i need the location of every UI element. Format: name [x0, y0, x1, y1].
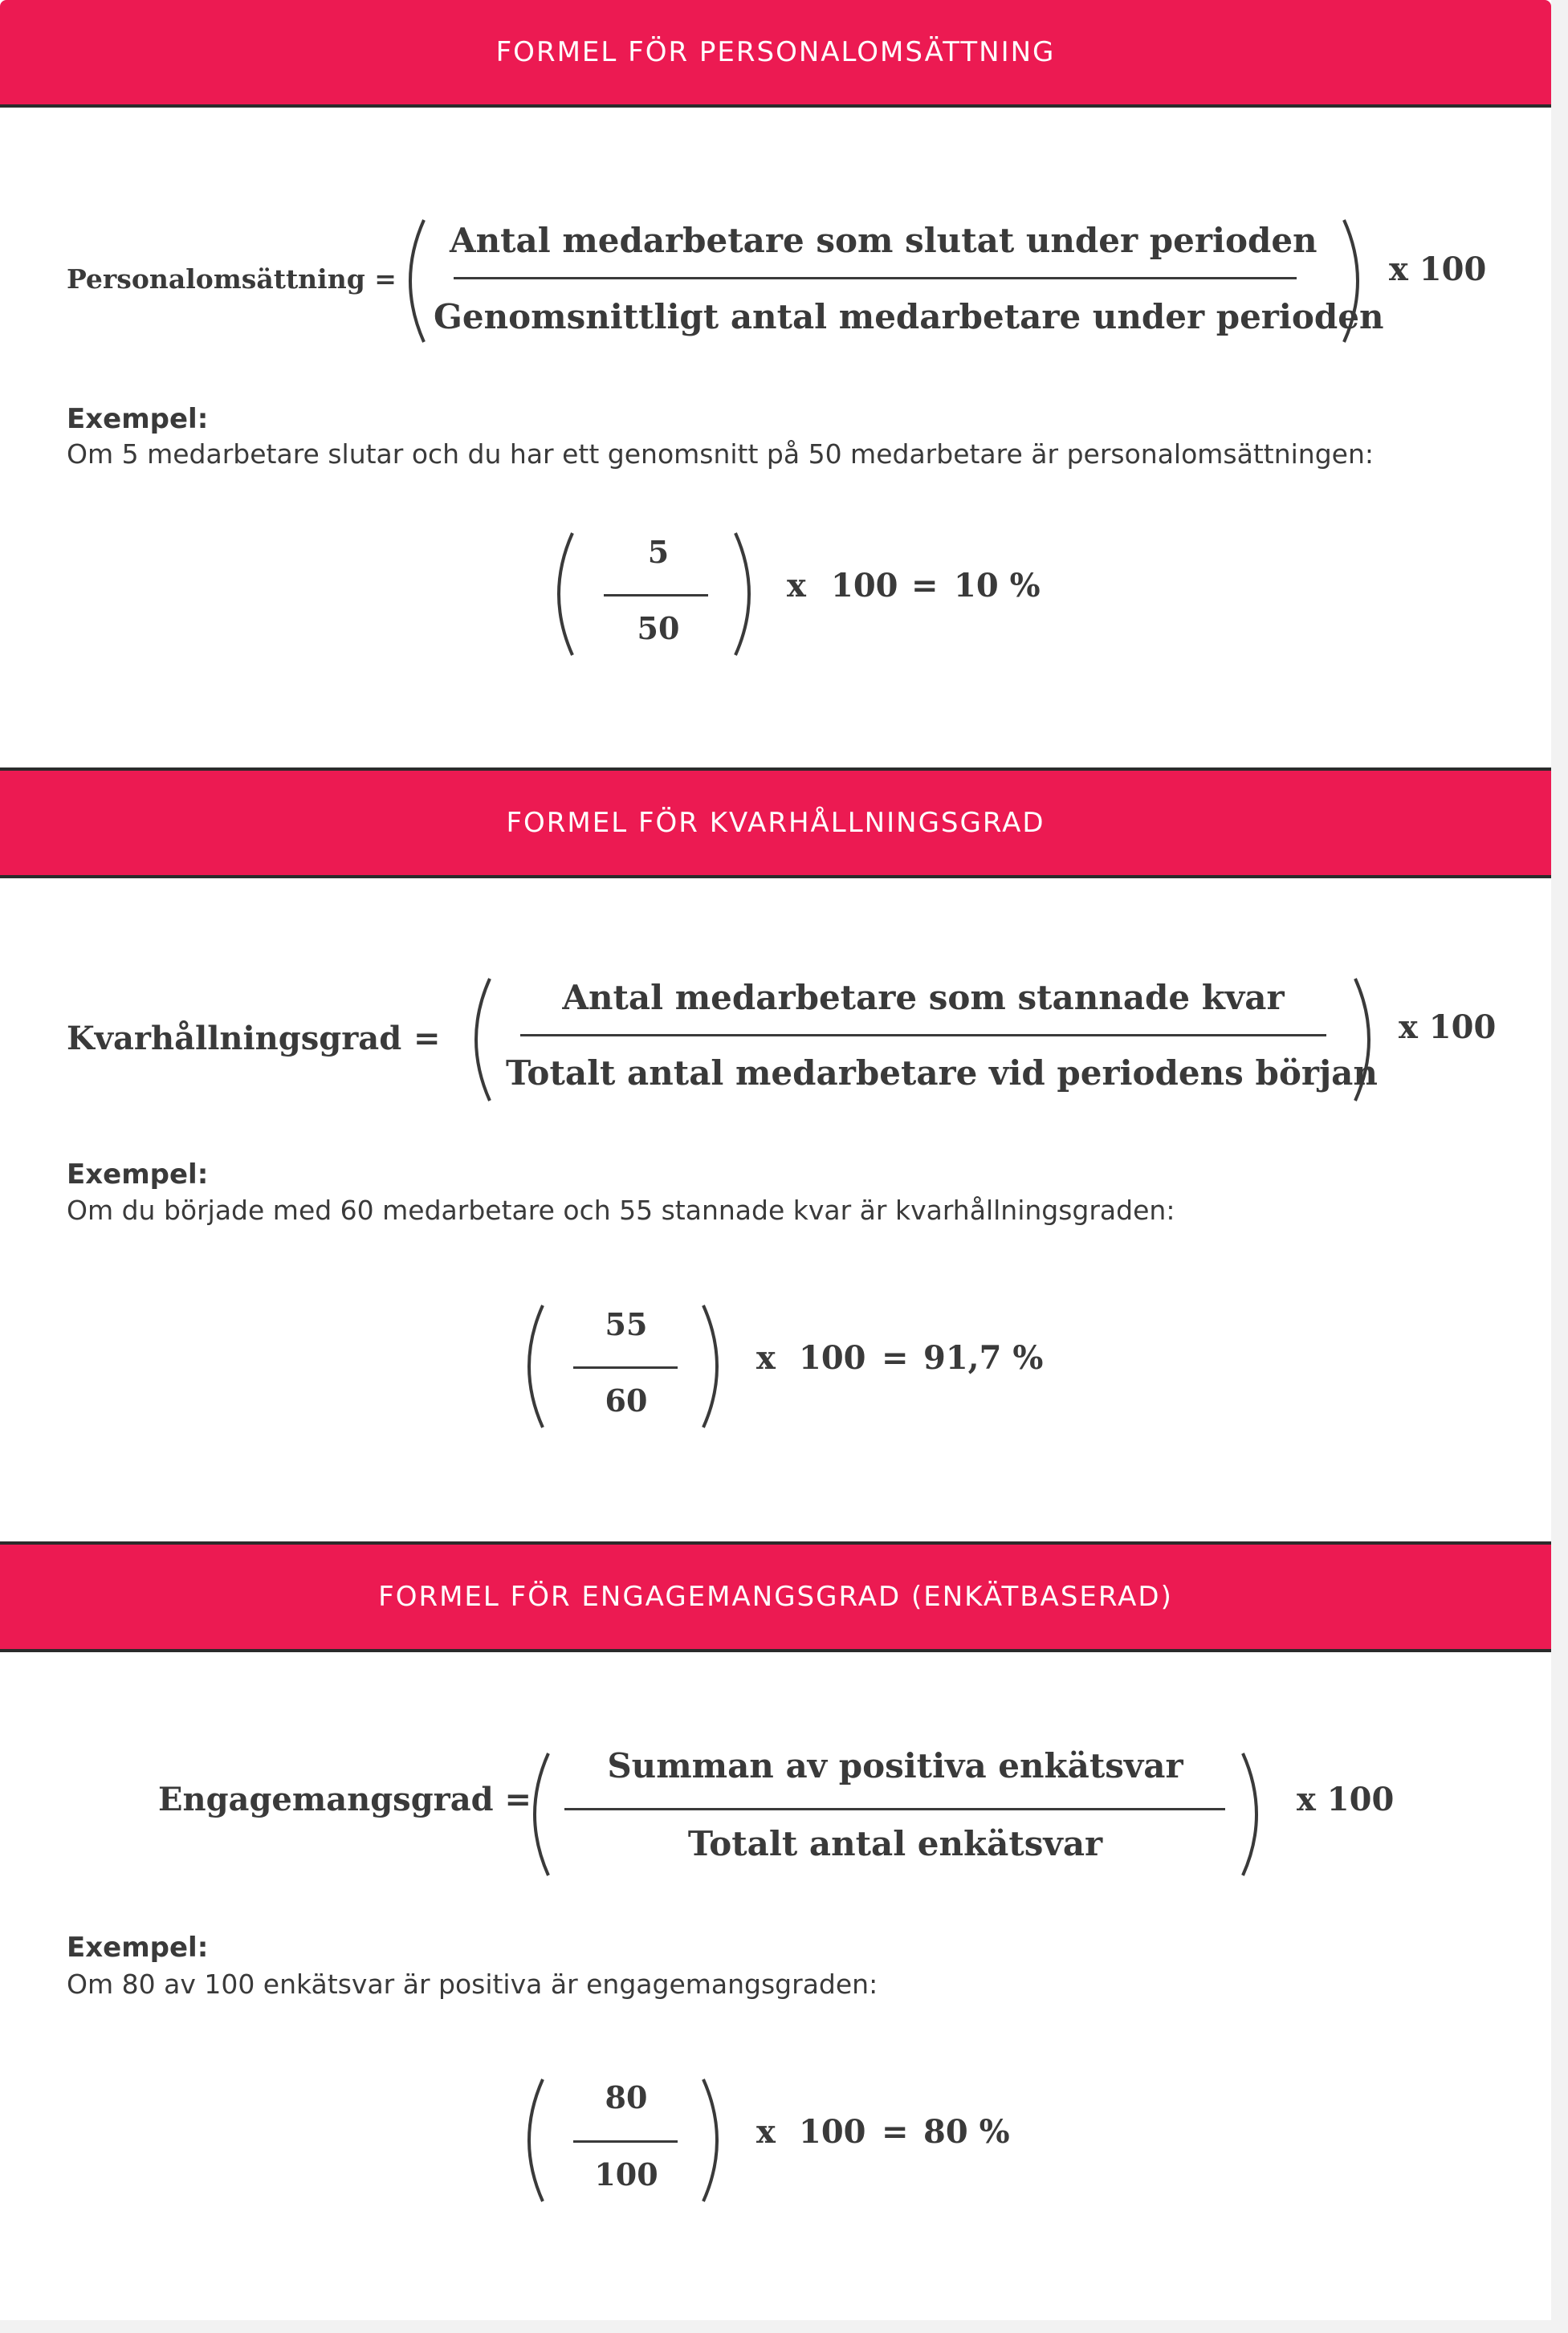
turnover-lhs: Personalomsättning = — [67, 263, 397, 295]
times-sign: x — [756, 1339, 776, 1377]
example-label: Exempel: — [67, 1932, 209, 1964]
engagement-numerator: Summan av positiva enkätsvar — [607, 1746, 1183, 1785]
section-header-retention: FORMEL FÖR KVARHÅLLNINGSGRAD — [0, 767, 1551, 878]
right-paren-icon — [698, 2076, 734, 2205]
turnover-multiplier: x 100 — [1389, 250, 1487, 288]
calc-hundred: 100 — [831, 567, 898, 605]
retention-numerator: Antal medarbetare som stannade kvar — [562, 978, 1285, 1017]
retention-multiplier: x 100 — [1399, 1008, 1497, 1046]
turnover-numerator: Antal medarbetare som slutat under perioden — [450, 221, 1318, 260]
left-paren-icon — [518, 1750, 553, 1879]
left-paren-icon — [512, 2076, 548, 2205]
calc-result: 10 % — [954, 567, 1041, 605]
example-label: Exempel: — [67, 1158, 209, 1191]
right-paren-icon — [731, 530, 766, 658]
calc-denominator: 100 — [594, 2156, 658, 2193]
times-sign: x — [756, 2113, 776, 2151]
section-header-turnover: FORMEL FÖR PERSONALOMSÄTTNING — [0, 0, 1551, 108]
calc-numerator: 5 — [647, 534, 670, 570]
engagement-lhs: Engagemangsgrad = — [158, 1781, 532, 1818]
equals-sign: = — [911, 567, 939, 605]
fraction-line — [604, 594, 708, 596]
right-paren-icon — [1238, 1750, 1273, 1879]
right-paren-icon — [1350, 975, 1386, 1104]
left-paren-icon — [542, 530, 577, 658]
equals-sign: = — [882, 1339, 909, 1377]
retention-denominator: Totalt antal medarbetare vid periodens början — [506, 1053, 1378, 1093]
calc-denominator: 50 — [637, 610, 680, 646]
left-paren-icon — [459, 975, 495, 1104]
example-text: Om du började med 60 medarbetare och 55 stannade kvar är kvarhållningsgraden: — [67, 1195, 1175, 1226]
engagement-multiplier: x 100 — [1297, 1781, 1395, 1818]
fraction-line — [573, 2140, 678, 2143]
calc-numerator: 80 — [605, 2079, 648, 2115]
example-text: Om 5 medarbetare slutar och du har ett genomsnitt på 50 medarbetare är personalomsättningen: — [67, 438, 1374, 470]
turnover-denominator: Genomsnittligt antal medarbetare under perioden — [434, 297, 1384, 336]
fraction-line — [520, 1034, 1326, 1036]
right-paren-icon — [698, 1302, 734, 1431]
equals-sign: = — [413, 1020, 441, 1057]
fraction-line — [564, 1808, 1225, 1810]
calc-result: 80 % — [923, 2113, 1010, 2151]
right-paren-icon — [1339, 217, 1375, 345]
calc-result: 91,7 % — [923, 1339, 1044, 1377]
engagement-denominator: Totalt antal enkätsvar — [687, 1824, 1103, 1863]
fraction-line — [454, 277, 1297, 279]
calc-denominator: 60 — [605, 1382, 648, 1419]
calc-hundred: 100 — [799, 2113, 866, 2151]
times-sign: x — [787, 567, 806, 605]
left-paren-icon — [512, 1302, 548, 1431]
calc-hundred: 100 — [799, 1339, 866, 1377]
fraction-line — [573, 1366, 678, 1369]
retention-lhs: Kvarhållningsgrad — [67, 1020, 402, 1057]
example-label: Exempel: — [67, 403, 209, 435]
section-header-engagement: FORMEL FÖR ENGAGEMANGSGRAD (ENKÄTBASERAD) — [0, 1541, 1551, 1652]
equals-sign: = — [882, 2113, 909, 2151]
example-text: Om 80 av 100 enkätsvar är positiva är engagemangsgraden: — [67, 1969, 878, 2000]
calc-numerator: 55 — [605, 1306, 648, 1342]
left-paren-icon — [393, 217, 429, 345]
